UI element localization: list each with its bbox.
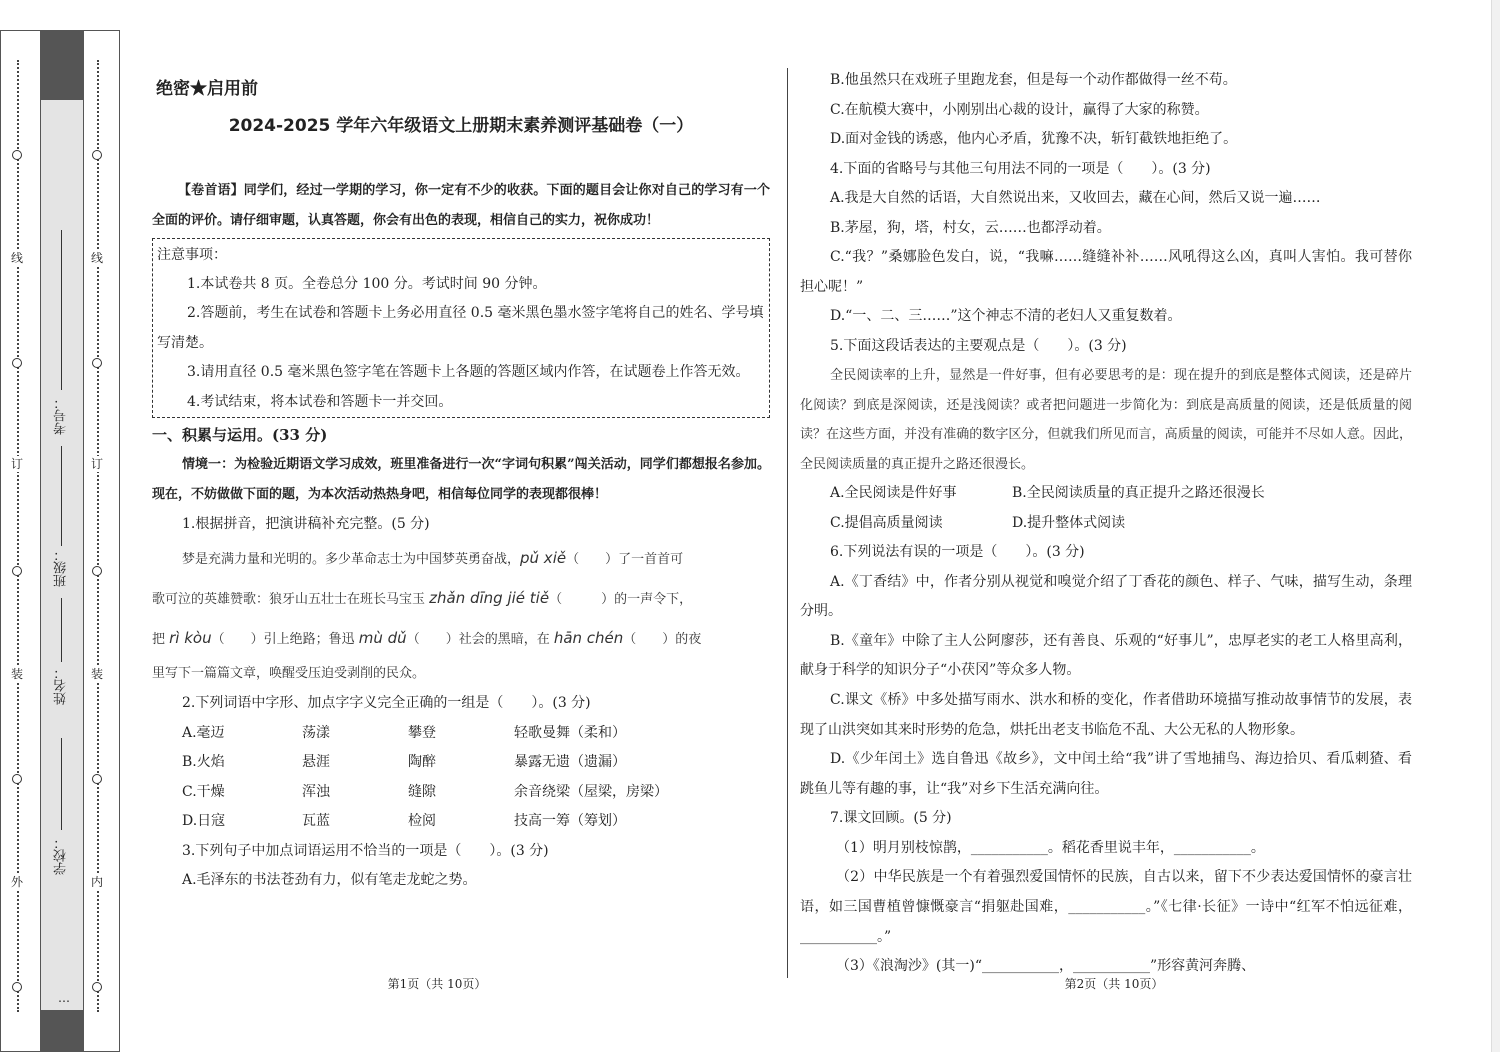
q5-option: C.提倡高质量阅读 — [830, 514, 943, 531]
secret-label: 绝密★启用前 — [156, 79, 258, 99]
q6-option-a: A.《丁香结》中，作者分别从视觉和嗅觉介绍了丁香花的颜色、样子、气味，描写生动，条理分明。 — [800, 573, 1412, 620]
binding-char-line: 线 — [11, 251, 24, 265]
class-field[interactable] — [40, 548, 82, 587]
q2-word: 攀登 — [408, 724, 436, 741]
q4-option-d: D.“一、二、三……”这个神志不清的老妇人又重复数着。 — [830, 308, 1182, 325]
page-footer-left: 第1页（共 10页） — [387, 977, 487, 991]
notice-item: 1.本试卷共 8 页。全卷总分 100 分。考试时间 90 分钟。 — [187, 276, 547, 292]
pinyin-prompt: mù dǔ — [358, 629, 407, 647]
q7-item-1: （1）明月别枝惊鹊，___________。稻花香里说丰年，___________。 — [836, 839, 1265, 856]
passage-text: （ ）引上绝路；鲁迅 — [211, 632, 359, 647]
q5-option: B.全民阅读质量的真正提升之路还很漫长 — [1012, 485, 1265, 502]
q4-option-c: C.“我？”桑娜脸色发白，说，“我嘛……缝缝补补……风吼得这么凶，真叫人害怕。我可替你担心呢！” — [800, 249, 1412, 295]
question-1-passage — [152, 539, 770, 689]
exam-number-label: 考号： — [53, 396, 69, 435]
notice-title: 注意事项： — [157, 247, 227, 263]
band-cap-bottom — [41, 1010, 83, 1052]
question-2: 2.下列词语中字形、加点字字义完全正确的一组是（ ）。(3 分) — [182, 695, 591, 711]
notice-box — [152, 238, 770, 418]
column-divider — [787, 68, 788, 978]
q2-word: 瓦蓝 — [302, 813, 330, 829]
binding-ring — [12, 982, 22, 992]
q2-word: D.日寇 — [182, 813, 226, 829]
question-5: 5.下面这段话表达的主要观点是（ ）。(3 分) — [830, 337, 1127, 354]
q2-word: 轻歌曼舞（柔和） — [514, 724, 626, 741]
q2-word: 技高一筹（筹划） — [514, 813, 626, 829]
pinyin-prompt: zhǎn dīng jié tiě — [429, 589, 550, 607]
q2-word: A.毫迈 — [182, 724, 225, 741]
q2-word: 悬涯 — [302, 754, 330, 770]
binding-ring — [12, 358, 22, 368]
q2-option-row — [152, 748, 770, 778]
binding-char-bind: 装 — [11, 667, 24, 681]
passage-text: 歌可泣的英雄赞歌：狼牙山五壮士在班长马宝玉 — [152, 592, 430, 607]
q2-option-row — [152, 778, 770, 808]
page-footer-right: 第2页（共 10页） — [1064, 977, 1164, 991]
binding-strip — [0, 0, 122, 1052]
q5-option: A.全民阅读是件好事 — [830, 485, 957, 502]
q6-option-c: C.课文《桥》中多处描写雨水、洪水和桥的变化，作者借助环境描写推动故事情节的发展，表现了山洪突如其来时形势的危急，烘托出老支书临危不乱、大公无私的人物形象。 — [800, 692, 1412, 738]
question-6: 6.下列说法有误的一项是（ ）。(3 分) — [830, 544, 1085, 561]
binding-char-outer: 外 — [11, 875, 24, 889]
question-4: 4.下面的省略号与其他三句用法不同的一项是（ ）。(3 分) — [830, 160, 1211, 177]
binding-ring — [92, 566, 102, 576]
exam-title: 2024-2025 学年六年级语文上册期末素养测评基础卷（一） — [228, 116, 694, 136]
band-cap-top — [41, 30, 83, 100]
name-line — [61, 598, 62, 662]
class-label: 班级： — [53, 548, 69, 587]
pinyin-prompt: pǔ xiě — [520, 549, 567, 567]
binding-grey-band — [40, 30, 84, 1052]
school-line — [61, 738, 62, 830]
question-3: 3.下列句子中加点词语运用不恰当的一项是（ ）。(3 分) — [182, 842, 549, 859]
q6-option-d: D.《少年闰土》选自鲁迅《故乡》，文中闰土给“我”讲了雪地捕鸟、海边拾贝、看瓜刺猹、看跳鱼儿等有趣的事，让“我”对乡下生活充满向往。 — [800, 751, 1412, 797]
q2-word: 余音绕梁（屋梁，房梁） — [514, 783, 668, 800]
binding-char-bind-inner: 装 — [91, 667, 104, 681]
passage-text: （ ）的夜 — [623, 632, 702, 647]
binding-ring — [92, 774, 102, 784]
exam-number-field[interactable] — [40, 396, 82, 435]
q2-option-row — [152, 807, 770, 837]
q5-options-row — [800, 509, 1412, 539]
notice-item: 4.考试结束，将本试卷和答题卡一并交回。 — [187, 393, 453, 410]
q3-option-b: B.他虽然只在戏班子里跑龙套，但是每一个动作都做得一丝不苟。 — [830, 72, 1237, 88]
name-label: 姓名： — [53, 666, 69, 705]
q2-option-row — [152, 719, 770, 749]
question-3-option-a: A.毛泽东的书法苍劲有力，似有笔走龙蛇之势。 — [182, 872, 477, 888]
context-paragraph: 情境一：为检验近期语文学习成效，班里准备进行一次“字词句积累”闯关活动，同学们都想报名参加。现在，不妨做做下面的题，为本次活动热热身吧，相信每位同学的表现都很棒！ — [152, 456, 770, 502]
intro-paragraph: 【卷首语】同学们，经过一学期的学习，你一定有不少的收获。下面的题目会让你对自己的学习有一个全面的评价。请仔细审题，认真答题，你会有出色的表现，相信自己的实力，祝你成功！ — [152, 183, 770, 228]
question-1: 1.根据拼音，把演讲稿补充完整。(5 分) — [182, 515, 430, 532]
school-field[interactable] — [40, 836, 82, 875]
q5-option: D.提升整体式阅读 — [1012, 514, 1126, 531]
q3-option-d: D.面对金钱的诱惑，他内心矛盾，犹豫不决，斩钉截铁地拒绝了。 — [830, 131, 1238, 147]
q2-word: 荡漾 — [302, 724, 330, 741]
binding-ring — [12, 774, 22, 784]
q5-options-row — [800, 479, 1412, 509]
q6-option-b: B.《童年》中除了主人公阿廖莎，还有善良、乐观的“好事儿”，忠厚老实的老工人格里高利，献身于科学的知识分子“小茯冈”等众多人物。 — [800, 632, 1412, 679]
binding-ellipsis: … — [58, 991, 70, 1005]
vertical-scrollbar[interactable] — [1491, 0, 1500, 1052]
passage-text: （ ）社会的黑暗，在 — [406, 632, 554, 647]
pinyin-prompt: hān chén — [553, 629, 624, 647]
binding-ring — [92, 150, 102, 160]
q2-word: 陶醉 — [408, 754, 436, 770]
passage-text: 梦是充满力量和光明的。多少革命志士为中国梦英勇奋战， — [182, 552, 521, 567]
q7-item-3: （3）《浪淘沙》(其一)“___________，___________”形容黄河奔腾、 — [836, 958, 1256, 975]
q4-option-b: B.茅屋，狗，塔，村女，云……也都浮动着。 — [830, 219, 1111, 236]
notice-item: 2.答题前，考生在试卷和答题卡上务必用直径 0.5 毫米黑色墨水签字笔将自己的姓名、学号填写清楚。 — [157, 305, 764, 351]
q5-passage: 全民阅读率的上升，显然是一件好事，但有必要思考的是：现在提升的到底是整体式阅读，还是碎片化阅读？到底是深阅读，还是浅阅读？或者把问题进一步简化为：到底是高质量的阅读，还是低质量的阅读？在这些方面，并没有准确的数字区分，但就我们所见而言，高质量的阅读，可能并不尽如人意。因此，全民阅读质量的真正提升之路还很漫长。 — [800, 368, 1412, 472]
q2-word: B.火焰 — [182, 754, 225, 770]
q3-option-c: C.在航模大赛中，小刚别出心裁的设计，赢得了大家的称赞。 — [830, 101, 1209, 118]
passage-text: 里写下一篇篇文章，唤醒受压迫受剥削的民众。 — [152, 666, 426, 681]
passage-text: （ ）了一首首可 — [566, 552, 684, 567]
binding-char-staple: 订 — [11, 457, 24, 471]
inner-dotted-line — [97, 60, 99, 1012]
passage-text: （ ）的一声令下， — [549, 592, 693, 607]
notice-item: 3.请用直径 0.5 毫米黑色签字笔在答题卡上各题的答题区域内作答，在试题卷上作答无效。 — [187, 364, 750, 380]
q2-word: C.干燥 — [182, 783, 225, 800]
passage-text: 把 — [152, 632, 170, 647]
binding-ring — [12, 566, 22, 576]
name-field[interactable] — [40, 666, 82, 705]
q2-word: 缝隙 — [408, 783, 436, 800]
binding-char-line-inner: 线 — [91, 251, 104, 265]
q7-item-2: （2）中华民族是一个有着强烈爱国情怀的民族，自古以来，留下不少表达爱国情怀的豪言壮语，如三国曹植曾慷慨豪言“捐躯赴国难，___________。”《七律·长征》一诗中“红军不怕远征难，___________。” — [800, 869, 1412, 945]
pinyin-prompt: rì kòu — [169, 629, 212, 647]
binding-ring — [12, 150, 22, 160]
class-line — [61, 446, 62, 546]
q2-word: 暴露无遗（遗漏） — [514, 754, 626, 770]
binding-char-staple-inner: 订 — [91, 457, 104, 471]
q2-word: 检阅 — [408, 813, 436, 829]
school-label: 学校： — [53, 836, 69, 875]
binding-ring — [92, 358, 102, 368]
outer-dotted-line — [17, 60, 19, 1012]
binding-ring — [92, 982, 102, 992]
binding-char-inner: 内 — [91, 875, 104, 889]
exam-number-line — [61, 230, 62, 390]
q2-word: 浑浊 — [302, 783, 330, 800]
section-heading: 一、积累与运用。(33 分) — [152, 425, 328, 444]
left-page — [152, 0, 770, 896]
right-page — [800, 0, 1412, 982]
q4-option-a: A.我是大自然的话语，大自然说出来，又收回去，藏在心间，然后又说一遍…… — [830, 190, 1321, 206]
question-7: 7.课文回顾。(5 分) — [830, 810, 952, 827]
